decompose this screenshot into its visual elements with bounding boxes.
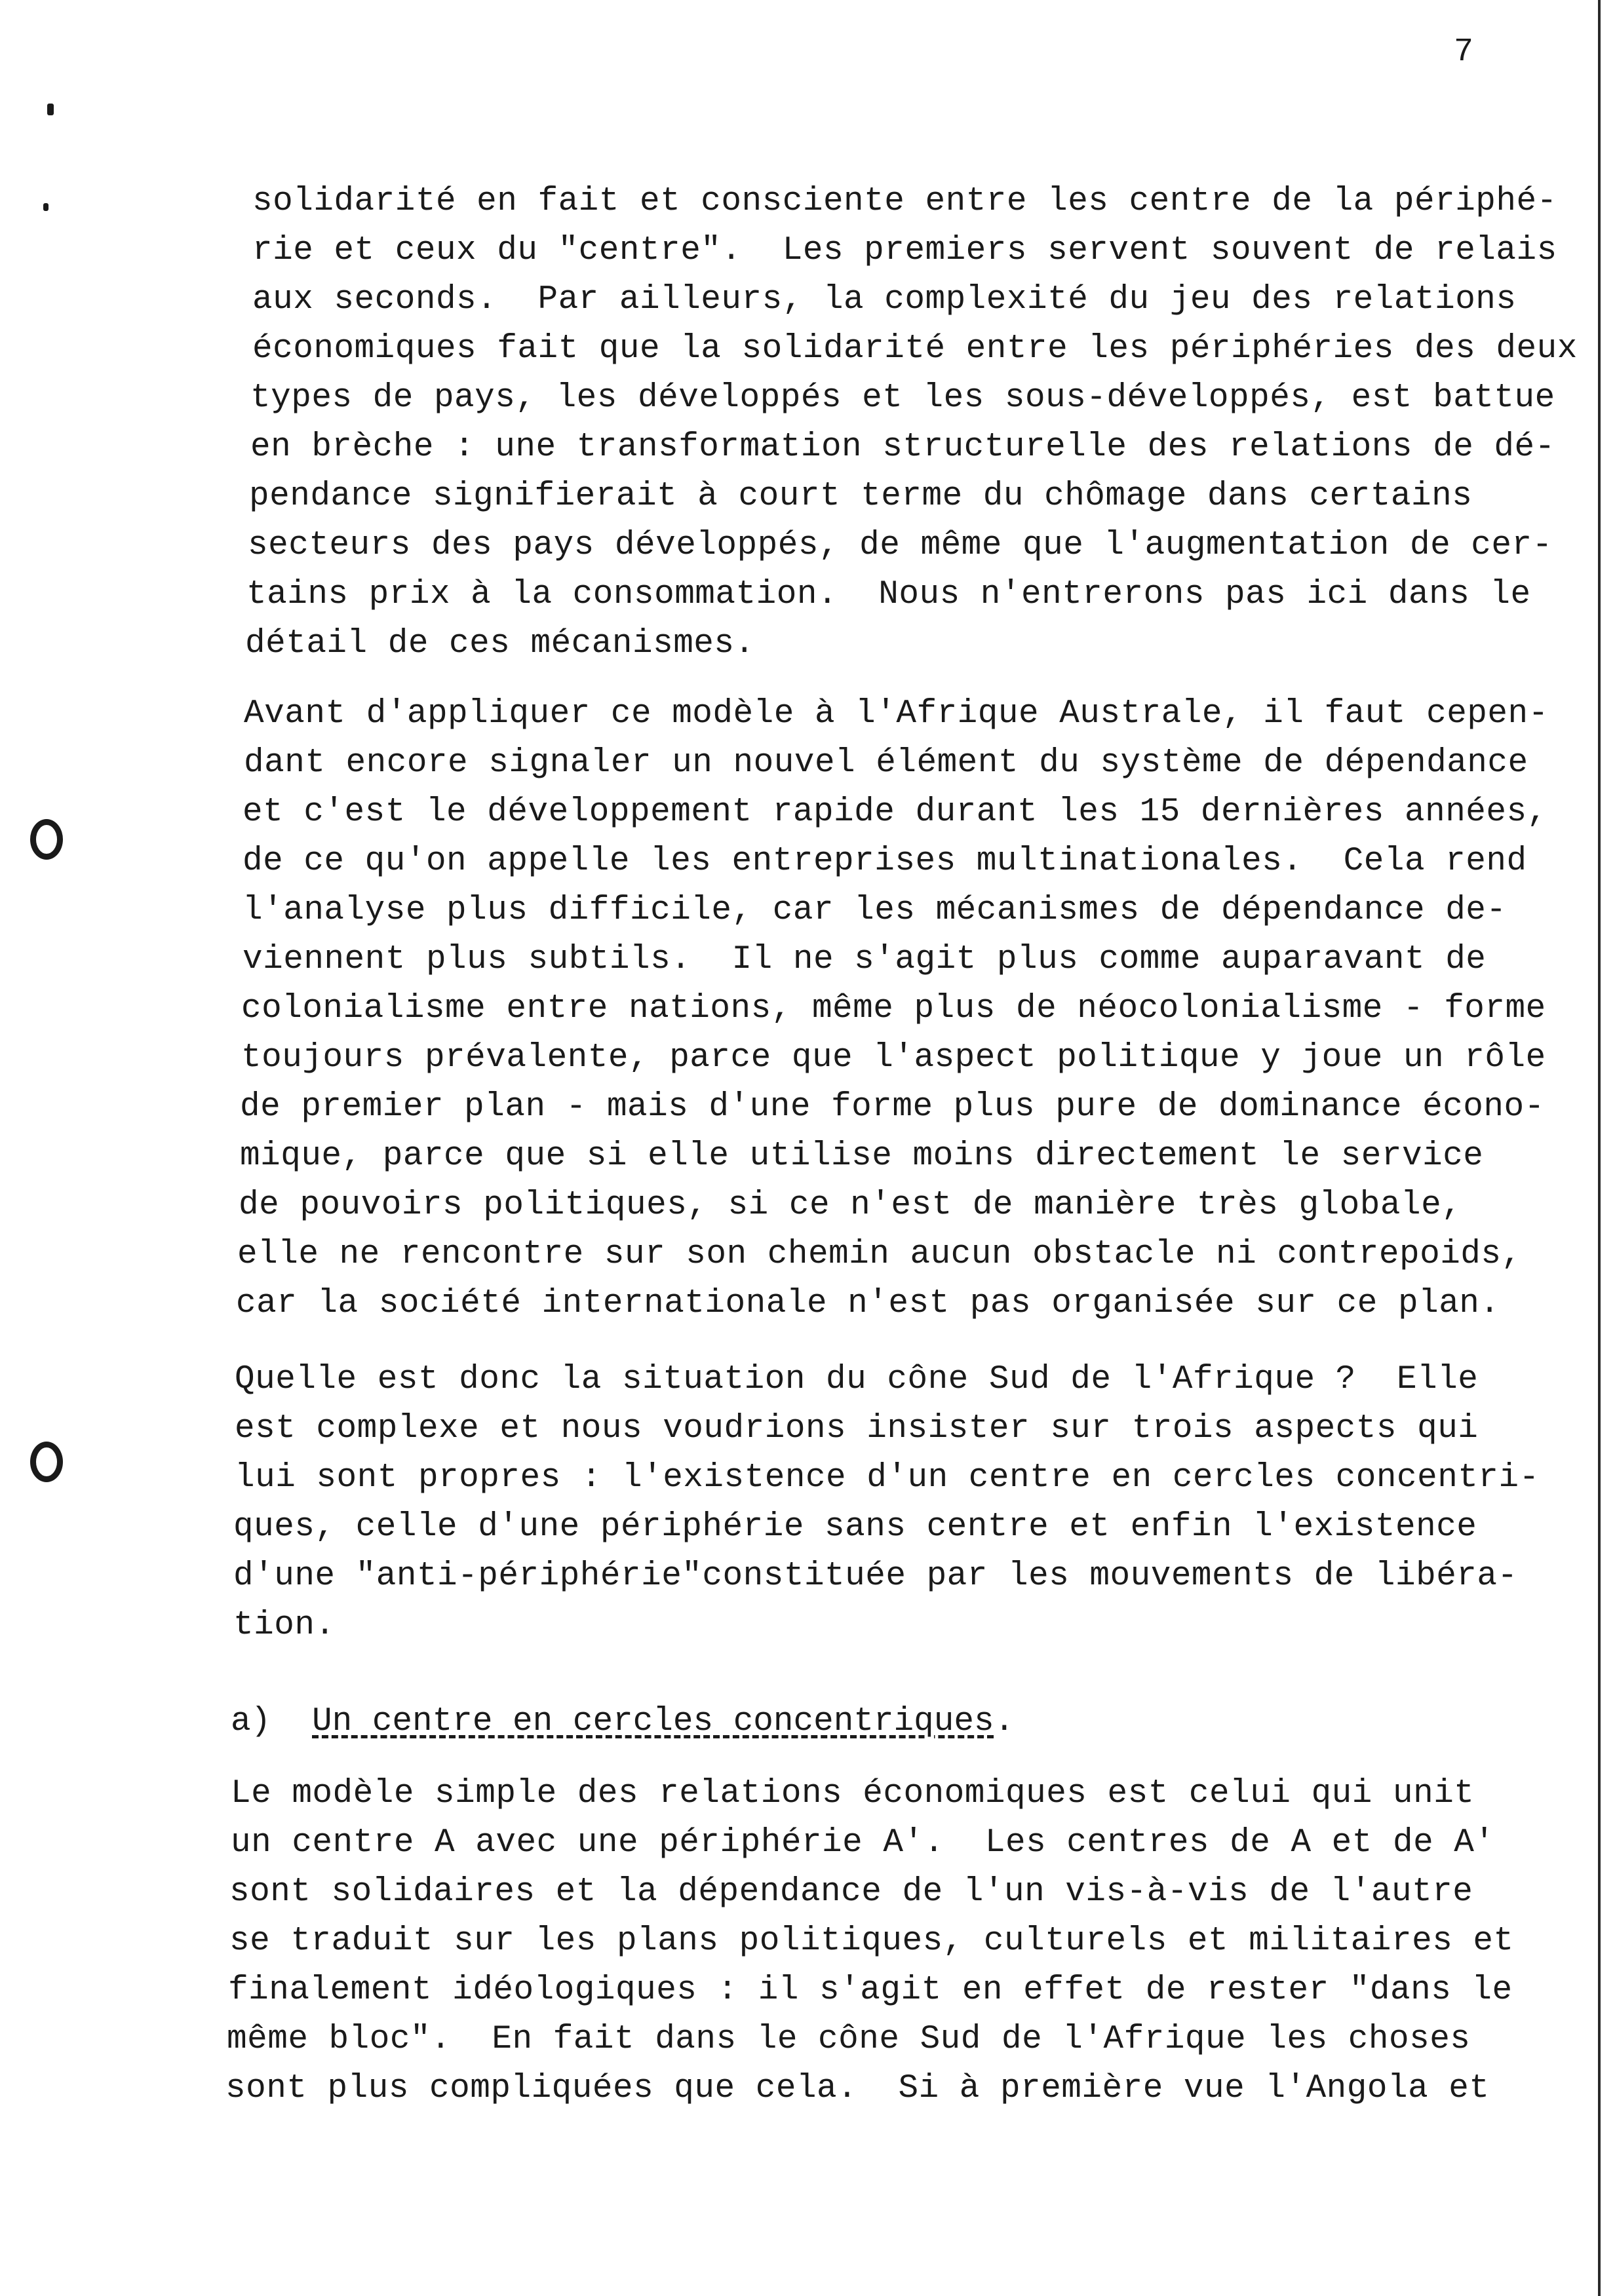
text-line: est complexe et nous voudrions insister sur trois aspects qui: [235, 1410, 1479, 1447]
text-line: dant encore signaler un nouvel élément du système de dépendance: [244, 744, 1528, 782]
text-line: détail de ces mécanismes.: [245, 625, 755, 662]
text-line: rie et ceux du "centre". Les premiers servent souvent de relais: [252, 232, 1557, 269]
binder-mark: [47, 104, 54, 115]
section-heading-label: a): [231, 1703, 271, 1740]
text-line: sont solidaires et la dépendance de l'un vis-à-vis de l'autre: [229, 1873, 1473, 1911]
text-line: elle ne rencontre sur son chemin aucun obstacle ni contrepoids,: [237, 1236, 1522, 1273]
punch-hole: [30, 819, 63, 860]
text-line: solidarité en fait et consciente entre les centre de la périphé-: [252, 183, 1557, 220]
text-line: de premier plan - mais d'une forme plus pure de dominance écono-: [240, 1088, 1545, 1126]
text-line: finalement idéologiques : il s'agit en effet de rester "dans le: [228, 1972, 1513, 2009]
text-line: types de pays, les développés et les sous-développés, est battue: [250, 379, 1555, 417]
text-line: même bloc". En fait dans le cône Sud de l'Afrique les choses: [227, 2021, 1471, 2058]
text-line: car la société internationale n'est pas organisée sur ce plan.: [236, 1285, 1500, 1322]
page-number: 7: [1454, 33, 1474, 71]
text-line: pendance signifierait à court terme du chômage dans certains: [249, 478, 1473, 515]
text-line: viennent plus subtils. Il ne s'agit plus comme auparavant de: [243, 941, 1487, 978]
text-line: se traduit sur les plans politiques, culturels et militaires et: [229, 1923, 1514, 1960]
text-line: secteurs des pays développés, de même que l'augmentation de cer-: [248, 527, 1553, 564]
binder-mark: [43, 203, 49, 211]
text-line: de ce qu'on appelle les entreprises multinationales. Cela rend: [243, 843, 1527, 880]
text-line: mique, parce que si elle utilise moins directement le service: [240, 1138, 1484, 1175]
text-line: un centre A avec une périphérie A'. Les centres de A et de A': [231, 1824, 1495, 1862]
text-line: ques, celle d'une périphérie sans centre et enfin l'existence: [233, 1508, 1477, 1546]
text-line: en brèche : une transformation structurelle des relations de dé-: [250, 429, 1555, 466]
text-line: Quelle est donc la situation du cône Sud de l'Afrique ? Elle: [235, 1361, 1479, 1398]
section-heading-title: Un centre en cercles concentriques: [312, 1703, 994, 1740]
text-line: de pouvoirs politiques, si ce n'est de manière très globale,: [239, 1187, 1462, 1224]
text-line: colonialisme entre nations, même plus de néocolonialisme - forme: [241, 990, 1546, 1027]
text-line: tion.: [233, 1607, 336, 1644]
text-line: Le modèle simple des relations économiques est celui qui unit: [231, 1775, 1475, 1812]
text-line: aux seconds. Par ailleurs, la complexité du jeu des relations: [252, 281, 1517, 318]
text-line: lui sont propres : l'existence d'un centre en cercles concentri-: [235, 1459, 1540, 1497]
page-edge-line: [1598, 0, 1601, 2296]
text-line: tains prix à la consommation. Nous n'entrerons pas ici dans le: [246, 576, 1531, 613]
text-line: économiques fait que la solidarité entre les périphéries des deux: [252, 330, 1578, 368]
text-line: d'une "anti-périphérie"constituée par les mouvements de libéra-: [233, 1558, 1518, 1595]
text-line: l'analyse plus difficile, car les mécanismes de dépendance de-: [243, 892, 1507, 929]
text-line: et c'est le développement rapide durant les 15 dernières années,: [243, 794, 1547, 831]
section-heading-end: .: [994, 1703, 1015, 1740]
punch-hole: [30, 1442, 63, 1482]
text-line: sont plus compliquées que cela. Si à première vue l'Angola et: [225, 2070, 1490, 2107]
text-line: toujours prévalente, parce que l'aspect politique y joue un rôle: [241, 1039, 1546, 1077]
text-line: Avant d'appliquer ce modèle à l'Afrique Australe, il faut cepen-: [244, 695, 1549, 733]
